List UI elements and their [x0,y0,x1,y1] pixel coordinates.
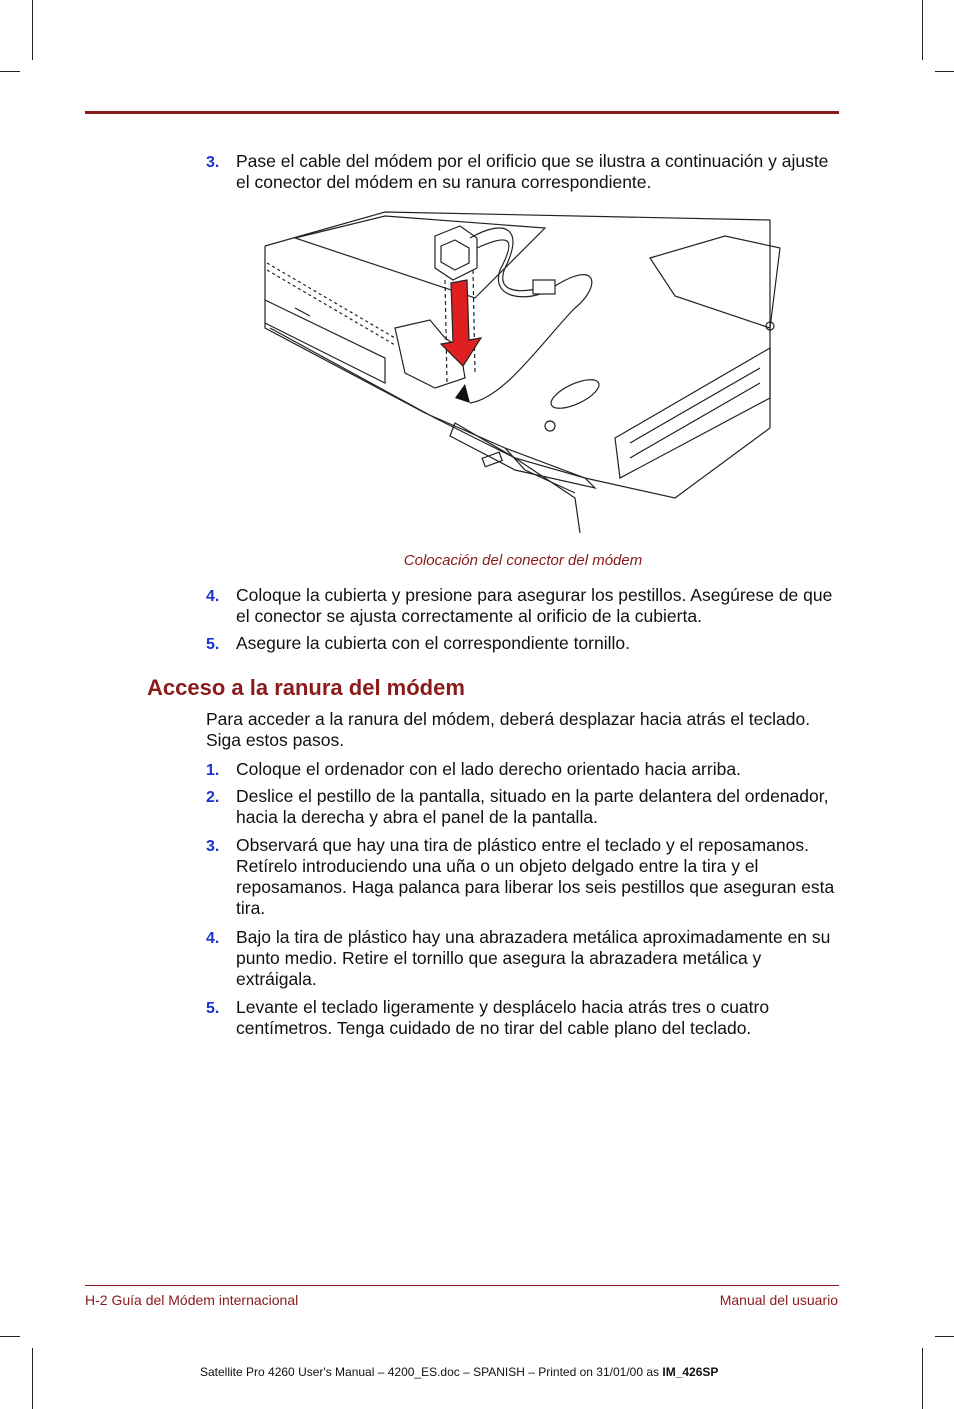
step-number: 2. [206,789,220,806]
step-number: 5. [206,1000,220,1017]
step-item [206,151,846,193]
crop-mark [0,1336,20,1337]
crop-mark [922,0,923,60]
footer-page-label: H-2 Guía del Módem internacional [85,1292,299,1308]
step-text: Pase el cable del módem por el orificio que se ilustra a continuación y ajuste el conector del módem en su ranura correspondiente. [236,151,829,192]
crop-mark [32,1348,33,1409]
header-rule [85,111,839,114]
step-item [206,997,846,1039]
step-text: Asegure la cubierta con el correspondiente tornillo. [236,633,630,653]
footer-rule [85,1285,839,1286]
step-text: Observará que hay una tira de plástico entre el teclado y el reposamanos. Retírelo introduciendo una uña o un objeto delgado entre la tira y el reposamanos. Haga palanca para liberar los seis pestillos que aseguran esta tira. [236,835,835,918]
step-text: Coloque el ordenador con el lado derecho orientado hacia arriba. [236,759,741,779]
step-number: 4. [206,930,220,947]
step-number: 5. [206,636,220,653]
step-text: Coloque la cubierta y presione para asegurar los pestillos. Asegúrese de que el conector se ajusta correctamente al orificio de la cubierta. [236,585,833,626]
modem-connector-figure [255,208,790,540]
step-item [206,759,846,780]
print-text: Satellite Pro 4260 User's Manual – 4200_ES.doc – SPANISH – Printed on 31/01/00 as [200,1365,663,1379]
figure-caption: Colocación del conector del módem [403,552,643,569]
crop-mark [0,71,20,72]
step-number: 1. [206,762,220,779]
crop-mark [32,0,33,60]
black-arrow-icon [455,384,470,403]
crop-mark [935,71,954,72]
laptop-illustration [255,208,790,540]
step-text: Deslice el pestillo de la pantalla, situado en la parte delantera del ordenador, hacia la derecha y abra el panel de la pantalla. [236,786,829,827]
section-heading: Acceso a la ranura del módem [147,675,465,700]
intro-paragraph: Para acceder a la ranura del módem, deberá desplazar hacia atrás el teclado. Siga estos pasos. [206,709,811,750]
print-info [200,1365,718,1379]
step-text: Bajo la tira de plástico hay una abrazadera metálica aproximadamente en su punto medio. Retire el tornillo que asegura la abrazadera metálica y extráigala. [236,927,831,989]
step-item [206,786,846,828]
step-number: 4. [206,588,220,605]
step-number: 3. [206,154,220,171]
step-item [206,633,846,654]
step-item [206,585,846,627]
step-number: 3. [206,838,220,855]
crop-mark [922,1348,923,1409]
crop-mark [935,1336,954,1337]
print-code: IM_426SP [662,1365,719,1379]
step-text: Levante el teclado ligeramente y desplácelo hacia atrás tres o cuatro centímetros. Tenga cuidado de no tirar del cable plano del teclado. [236,997,770,1038]
footer-manual-label: Manual del usuario [719,1292,838,1308]
step-item [206,927,846,990]
step-item [206,835,846,919]
